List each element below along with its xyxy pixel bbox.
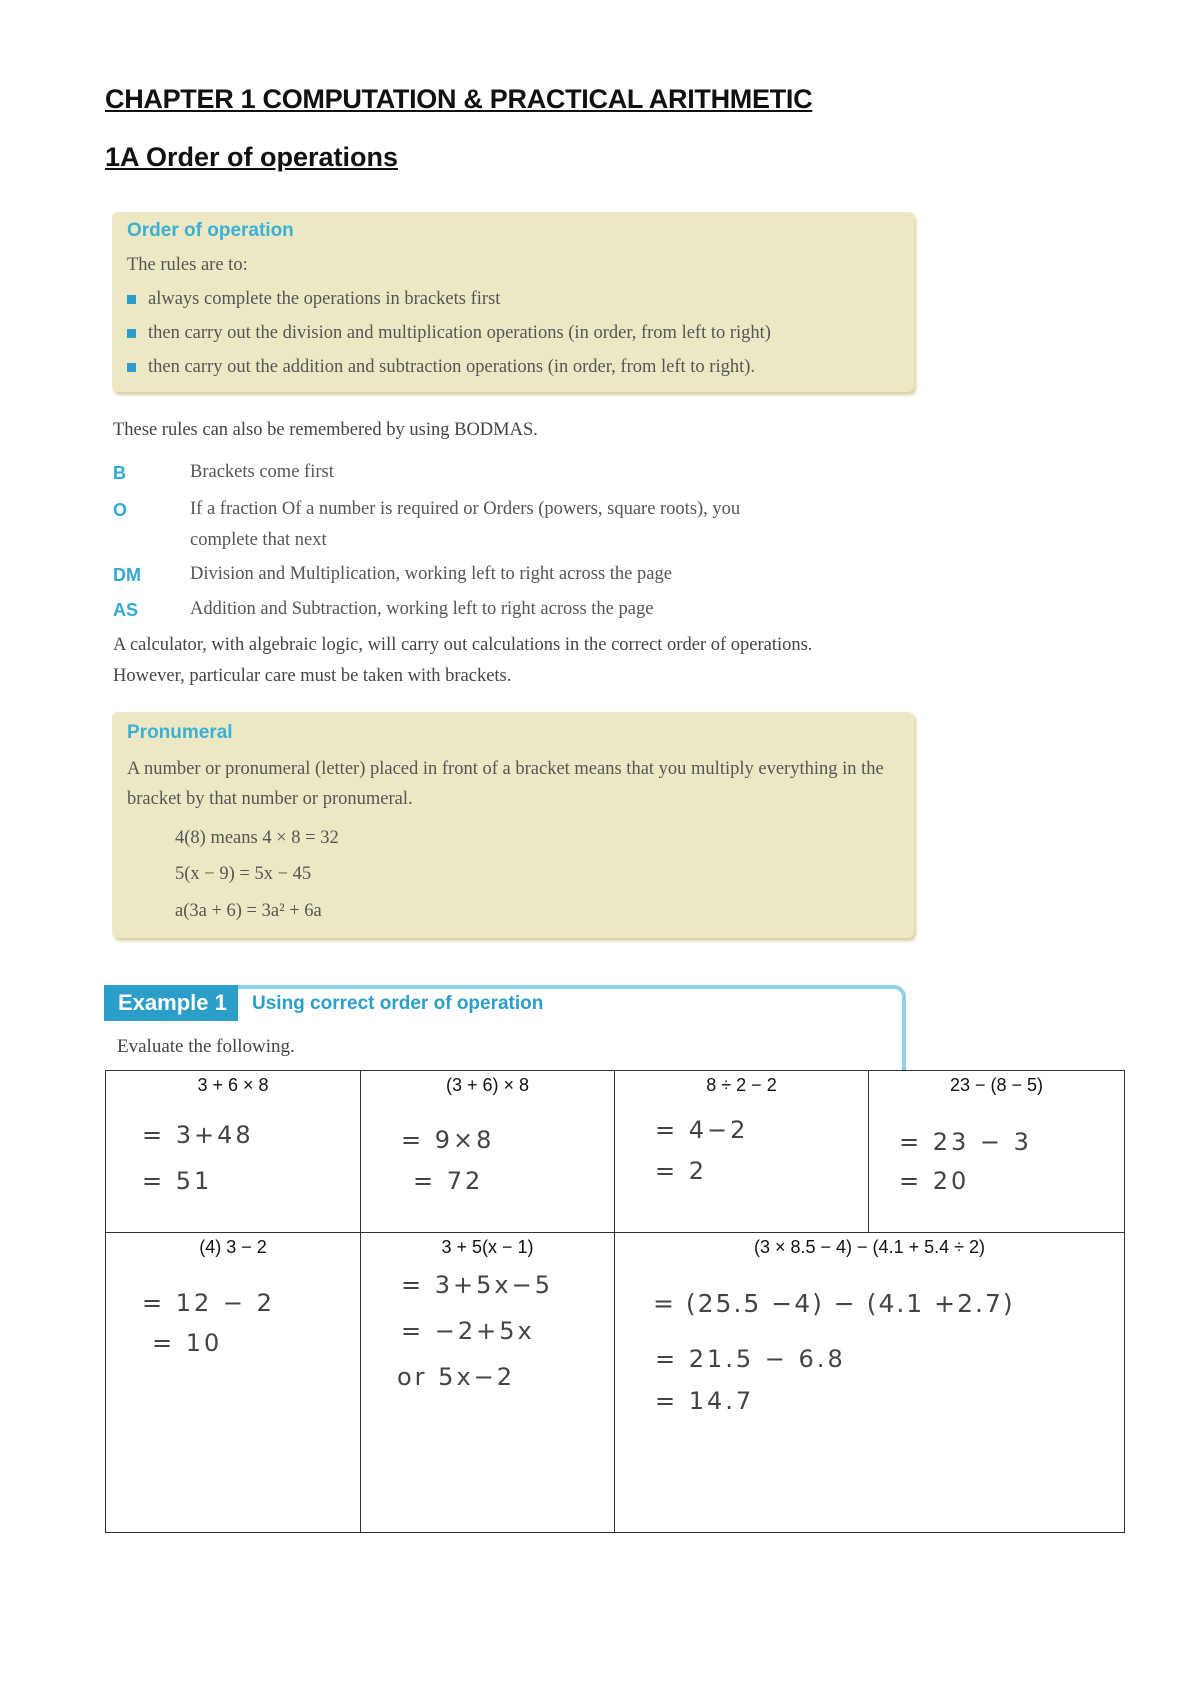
bodmas-desc: Addition and Subtraction, working left to right across the page xyxy=(190,599,654,619)
question: (3 × 8.5 − 4) − (4.1 + 5.4 ÷ 2) xyxy=(753,1237,985,1257)
bodmas-desc: If a fraction Of a number is required or Orders (powers, square roots), you complete that next xyxy=(190,499,741,550)
handwritten-step: = 9×8 xyxy=(401,1126,495,1154)
bullet-item: then carry out the addition and subtraction operations (in order, from left to right). xyxy=(127,357,755,378)
bodmas-letter: O xyxy=(113,500,128,520)
bodmas-letter: B xyxy=(113,463,126,483)
handwritten-step: = 3+5x−5 xyxy=(401,1271,553,1299)
grid-cell xyxy=(869,1071,1124,1233)
bullet-item: then carry out the division and multiplication operations (in order, from left to right) xyxy=(127,323,771,344)
bodmas-letter: DM xyxy=(113,565,141,585)
bullet-icon xyxy=(127,363,136,372)
question: 23 − (8 − 5) xyxy=(949,1075,1044,1095)
box-intro: The rules are to: xyxy=(127,255,248,275)
order-of-operation-box xyxy=(112,212,914,392)
handwritten-step: = (25.5 −4) − (4.1 +2.7) xyxy=(653,1289,1015,1318)
pronumeral-example: a(3a + 6) = 3a² + 6a xyxy=(175,901,322,921)
bullet-icon xyxy=(127,329,136,338)
section-heading: 1A Order of operations xyxy=(105,142,399,172)
chapter-heading: CHAPTER 1 COMPUTATION & PRACTICAL ARITHMETIC xyxy=(105,84,813,114)
grid-cell xyxy=(615,1071,869,1233)
question: 3 + 5(x − 1) xyxy=(441,1237,534,1257)
handwritten-step: = −2+5x xyxy=(401,1317,535,1345)
bodmas-desc: Division and Multiplication, working left to right across the page xyxy=(190,564,672,584)
handwritten-step: = 4−2 xyxy=(655,1116,749,1144)
question: 8 ÷ 2 − 2 xyxy=(706,1075,777,1095)
bodmas-desc: Brackets come first xyxy=(190,462,334,482)
handwritten-step: or 5x−2 xyxy=(397,1363,516,1391)
grid-cell xyxy=(361,1071,615,1233)
example-instruction: Evaluate the following. xyxy=(117,1036,295,1057)
pronumeral-example: 4(8) means 4 × 8 = 32 xyxy=(175,828,339,848)
handwritten-step: = 12 − 2 xyxy=(142,1289,275,1317)
handwritten-step: = 20 xyxy=(899,1167,970,1195)
bullet-item: always complete the operations in brackets first xyxy=(127,289,500,310)
handwritten-step: = 51 xyxy=(142,1167,213,1195)
pronumeral-box xyxy=(112,712,914,938)
calculator-note: A calculator, with algebraic logic, will carry out calculations in the correct order of operations. However, particular care must be taken with brackets. xyxy=(113,635,813,686)
handwritten-step: = 3+48 xyxy=(142,1121,254,1149)
example-tab: Example 1 xyxy=(104,985,238,1021)
pronumeral-text: A number or pronumeral (letter) placed in front of a bracket means that you multiply everything in the bracket by that number or pronumeral. xyxy=(127,759,884,809)
question: 3 + 6 × 8 xyxy=(197,1075,269,1095)
worked-grid xyxy=(105,1070,1125,1533)
bodmas-letter: AS xyxy=(113,600,139,620)
grid-cell xyxy=(615,1233,1124,1532)
handwritten-step: = 10 xyxy=(152,1329,223,1357)
handwritten-step: = 21.5 − 6.8 xyxy=(655,1345,846,1373)
box-title: Pronumeral xyxy=(127,722,233,743)
grid-cell xyxy=(106,1233,361,1532)
example-title: Using correct order of operation xyxy=(252,993,544,1014)
handwritten-step: = 2 xyxy=(655,1157,708,1185)
handwritten-step: = 14.7 xyxy=(655,1387,755,1415)
question: (3 + 6) × 8 xyxy=(445,1075,530,1095)
grid-cell xyxy=(361,1233,615,1532)
question: (4) 3 − 2 xyxy=(199,1237,267,1257)
pronumeral-example: 5(x − 9) = 5x − 45 xyxy=(175,864,312,884)
grid-cell xyxy=(106,1071,361,1233)
handwritten-step: = 72 xyxy=(413,1167,484,1195)
box-title: Order of operation xyxy=(127,220,294,241)
bullet-icon xyxy=(127,295,136,304)
handwritten-step: = 23 − 3 xyxy=(899,1128,1032,1156)
bodmas-intro: These rules can also be remembered by using BODMAS. xyxy=(113,420,538,440)
